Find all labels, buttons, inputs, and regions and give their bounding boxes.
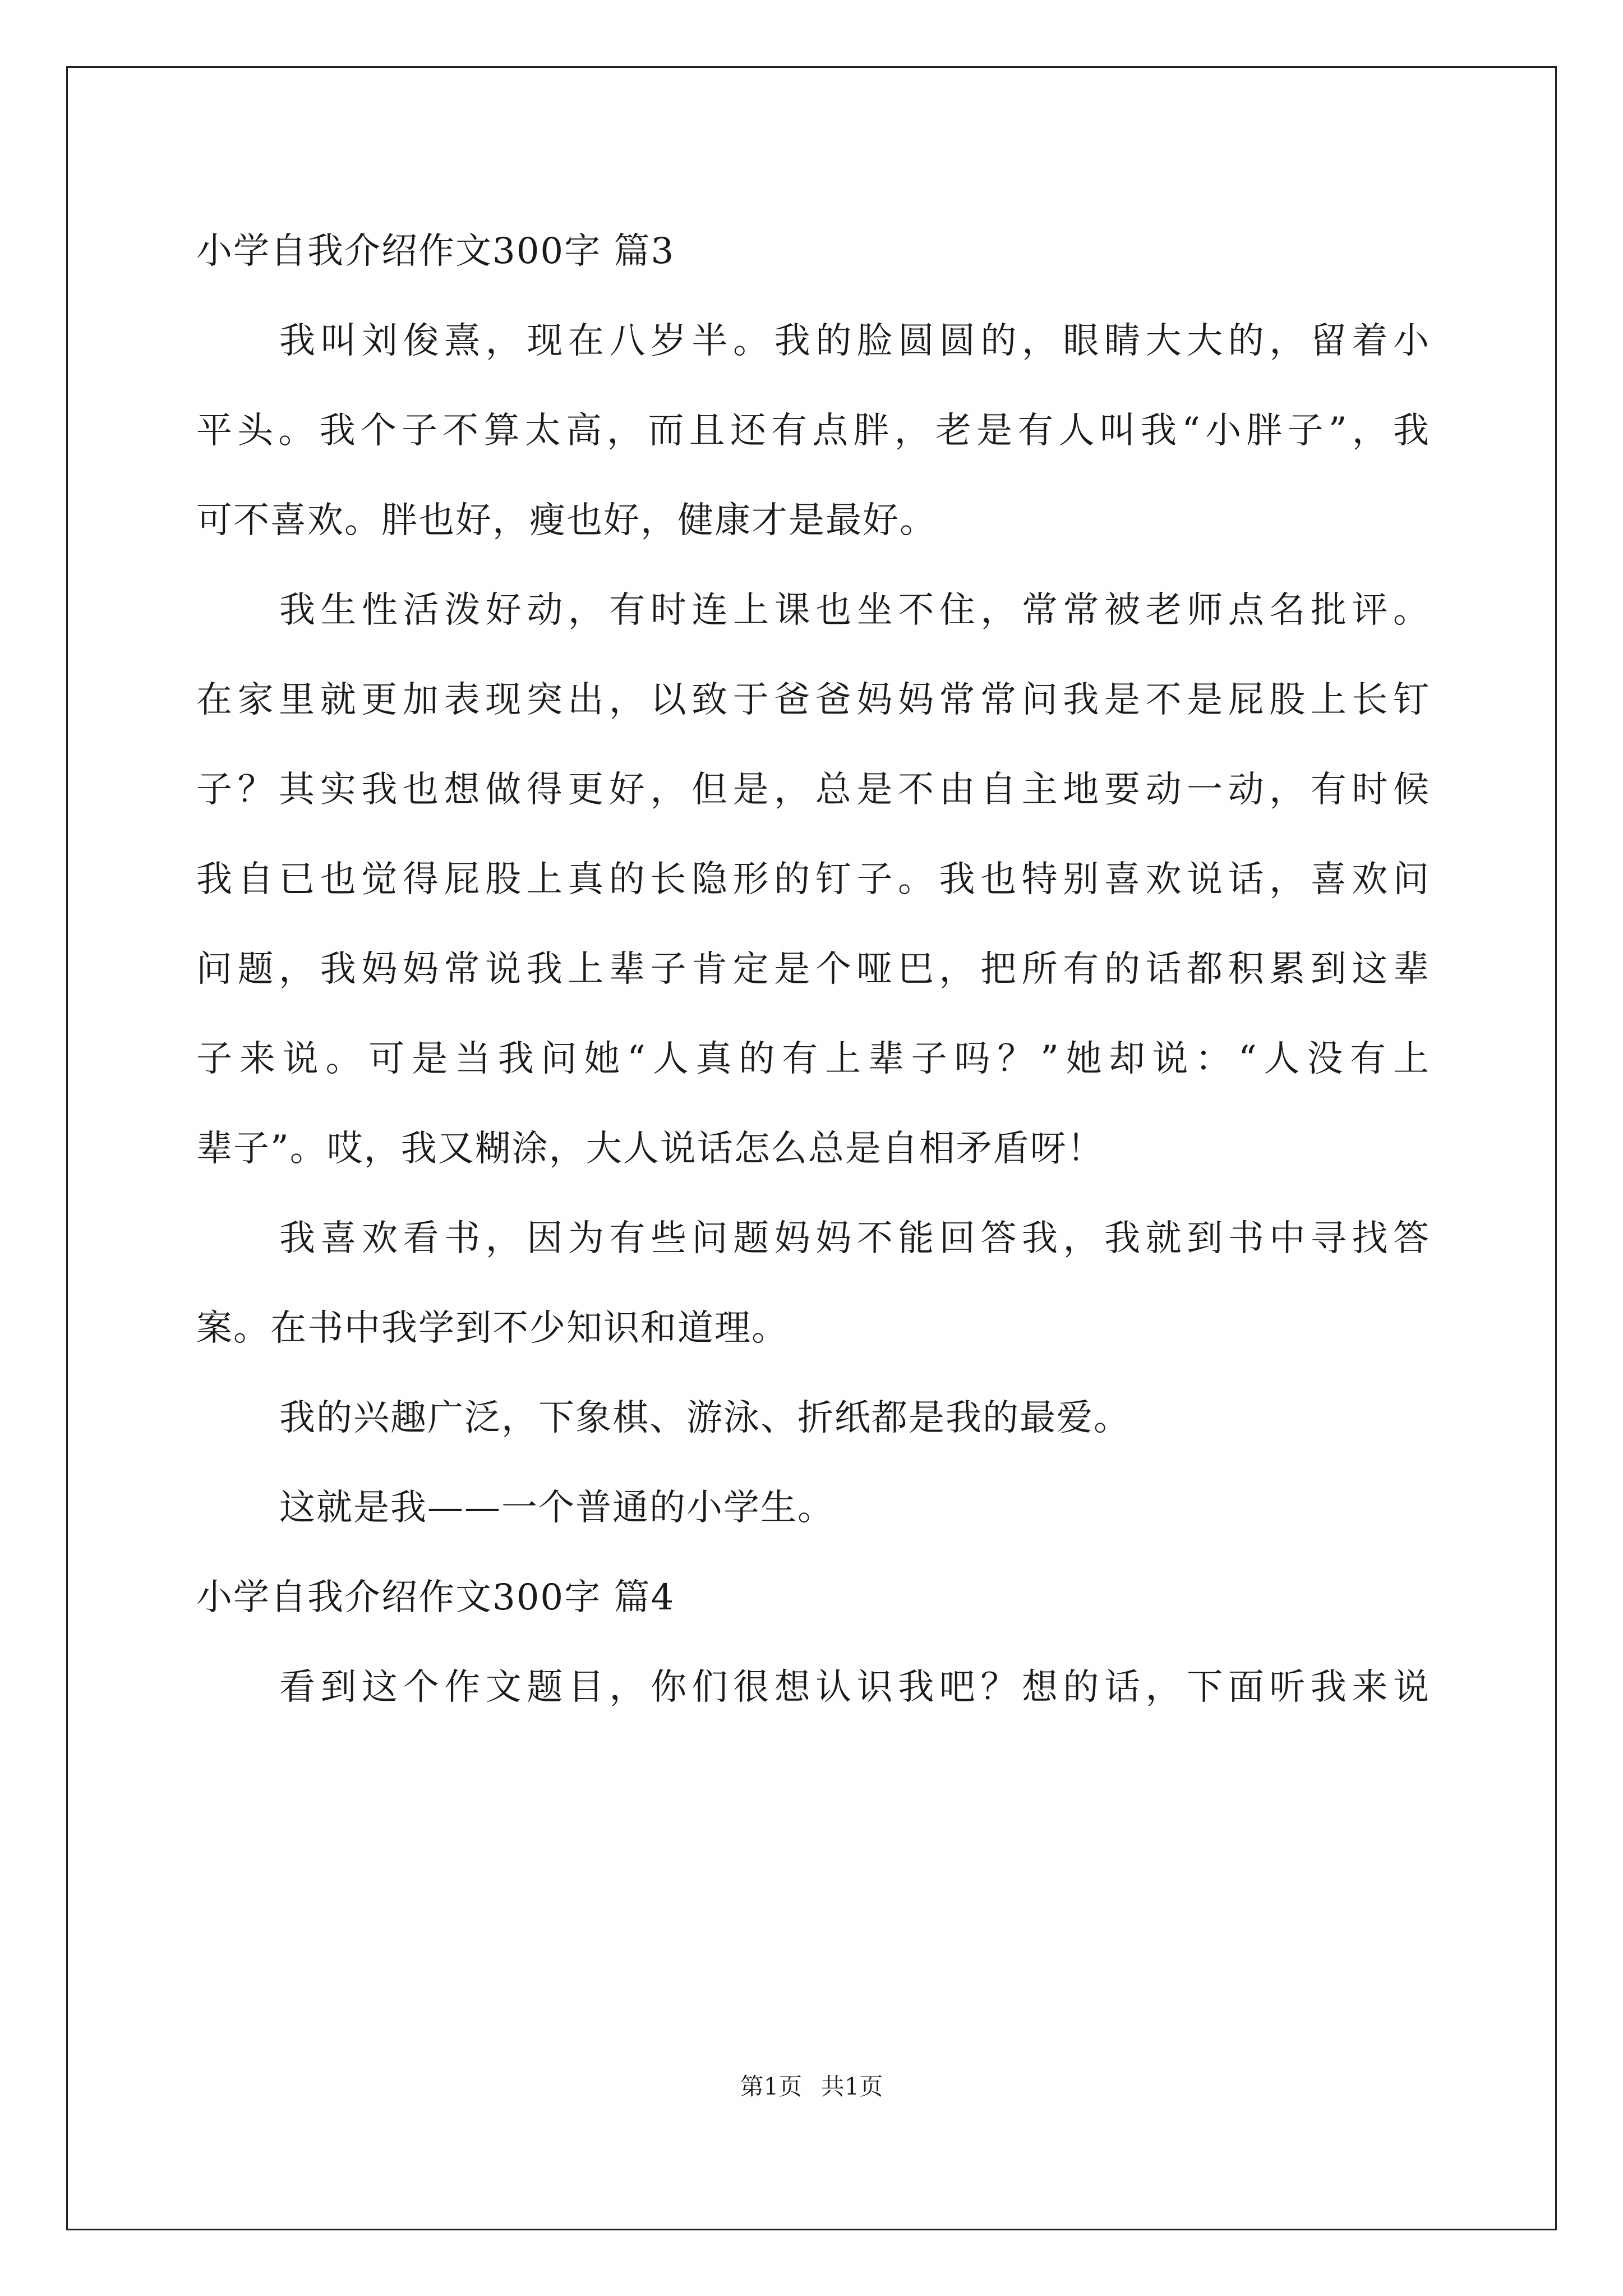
text-line: 平头。我个子不算太高，而且还有点胖，老是有人叫我“小胖子”，我 — [196, 410, 1430, 452]
text-line: 问题，我妈妈常说我上辈子肯定是个哑巴，把所有的话都积累到这辈 — [196, 949, 1430, 990]
text-line: 看到这个作文题目，你们很想认识我吧？想的话，下面听我来说 — [279, 1667, 1430, 1708]
text-line: 在家里就更加表现突出，以致于爸爸妈妈常常问我是不是屁股上长钉 — [196, 679, 1430, 721]
text-line: 案。在书中我学到不少知识和道理。 — [196, 1308, 789, 1349]
text-line: 这就是我——一个普通的小学生。 — [279, 1487, 834, 1529]
text-line: 我喜欢看书，因为有些问题妈妈不能回答我，我就到书中寻找答 — [279, 1218, 1430, 1259]
text-line: 可不喜欢。胖也好，瘦也好，健康才是最好。 — [196, 500, 937, 541]
page-total: 共1页 — [820, 2073, 883, 2100]
text-line: 我生性活泼好动，有时连上课也坐不住，常常被老师点名批评。 — [279, 590, 1430, 631]
text-line: 子？其实我也想做得更好，但是，总是不由自主地要动一动，有时候 — [196, 769, 1430, 811]
text-line: 我自已也觉得屁股上真的长隐形的钉子。我也特别喜欢说话，喜欢问 — [196, 859, 1430, 900]
page-footer — [0, 2070, 1623, 2104]
section-heading: 小学自我介绍作文300字 篇4 — [196, 1577, 675, 1618]
text-line: 我叫刘俊熹，现在八岁半。我的脸圆圆的，眼睛大大的，留着小 — [279, 320, 1430, 362]
page-number: 第1页 — [740, 2073, 803, 2100]
text-line: 辈子”。哎，我又糊涂，大人说话怎么总是自相矛盾呀！ — [196, 1128, 1104, 1170]
section-heading: 小学自我介绍作文300字 篇3 — [196, 231, 675, 272]
text-line: 我的兴趣广泛，下象棋、游泳、折纸都是我的最爱。 — [279, 1397, 1131, 1439]
text-line: 子来说。可是当我问她“人真的有上辈子吗？”她却说：“人没有上 — [196, 1038, 1430, 1080]
